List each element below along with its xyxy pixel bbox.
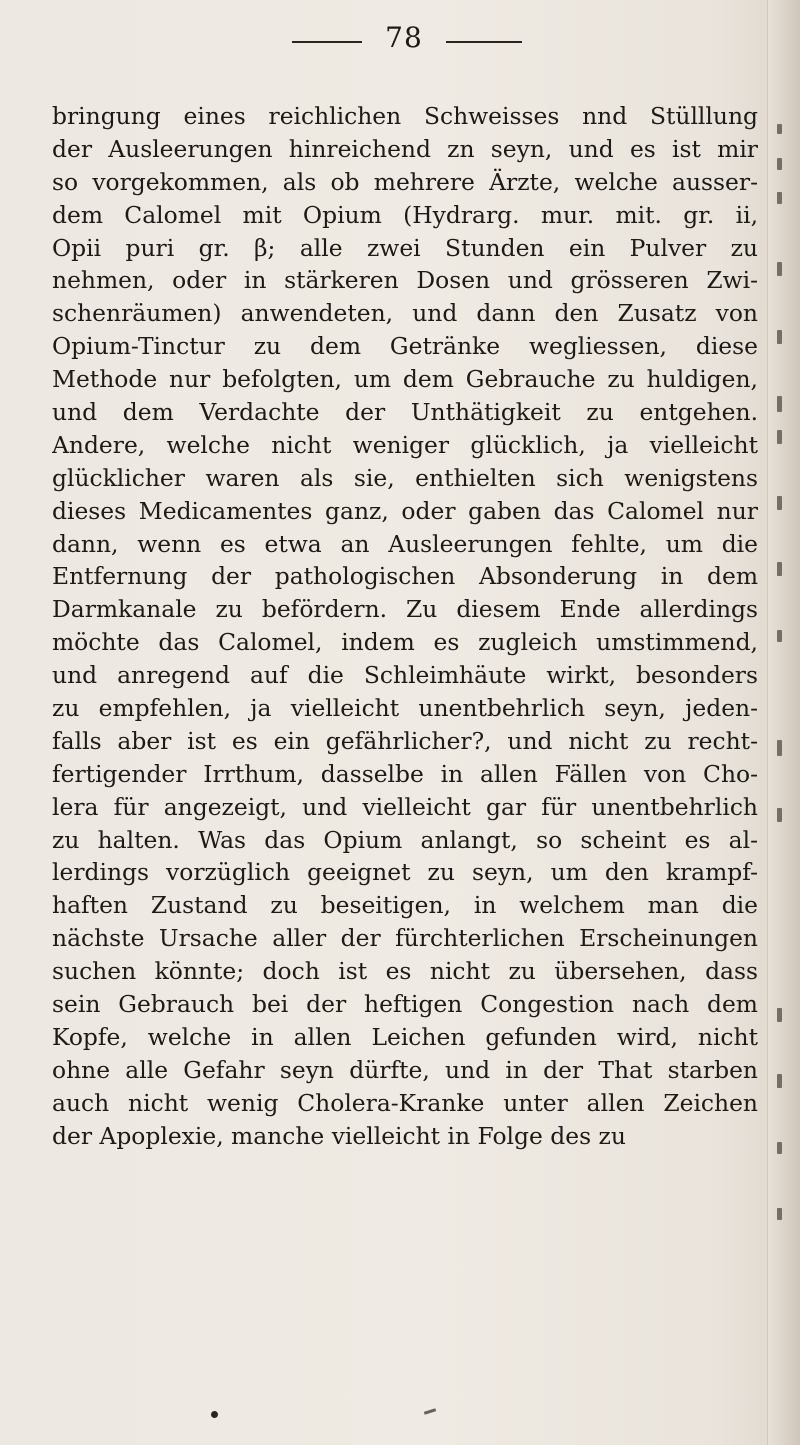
edge-mark [777, 562, 782, 576]
text-line: der Apoplexie, manche vielleicht in Folge des zu [52, 1121, 626, 1150]
edge-mark [777, 740, 782, 756]
edge-mark [777, 192, 782, 204]
edge-mark [777, 124, 782, 134]
text-line: der Ausleerungen hinreichend zn seyn, und es ist mir [52, 134, 758, 163]
edge-mark [777, 396, 782, 412]
text-line: zu halten. Was das Opium anlangt, so scheint es al- [52, 825, 758, 854]
text-line: lera für angezeigt, und vielleicht gar für unentbehrlich [52, 792, 758, 821]
text-line: Kopfe, welche in allen Leichen gefunden wird, nicht [52, 1022, 758, 1051]
text-line: auch nicht wenig Cholera-Kranke unter allen Zeichen [52, 1088, 758, 1117]
edge-mark [777, 1008, 782, 1022]
text-line: möchte das Calomel, indem es zugleich umstimmend, [52, 628, 758, 657]
text-line: nehmen, oder in stärkeren Dosen und grösseren Zwi- [52, 266, 758, 295]
edge-mark [777, 630, 782, 642]
text-line: glücklicher waren als sie, enthielten sich wenigstens [52, 463, 758, 492]
text-line: dann, wenn es etwa an Ausleerungen fehlte, um die [52, 529, 758, 558]
text-line: und dem Verdachte der Unthätigkeit zu entgehen. [52, 398, 758, 427]
page-header [0, 14, 800, 54]
edge-mark [777, 1074, 782, 1088]
edge-mark [777, 330, 782, 344]
text-line: ohne alle Gefahr seyn dürfte, und in der That starben [52, 1055, 758, 1084]
edge-mark [777, 262, 782, 276]
text-line: Entfernung der pathologischen Absonderung in dem [52, 562, 758, 591]
text-line: so vorgekommen, als ob mehrere Ärzte, welche ausser- [52, 167, 758, 196]
text-line: Opium-Tinctur zu dem Getränke wegliessen, diese [52, 332, 758, 361]
text-line: Darmkanale zu befördern. Zu diesem Ende allerdings [52, 595, 758, 624]
text-line: Andere, welche nicht weniger glücklich, ja vielleicht [52, 430, 758, 459]
text-line: dieses Medicamentes ganz, oder gaben das Calomel nur [52, 496, 758, 525]
text-line: und anregend auf die Schleimhäute wirkt, besonders [52, 661, 758, 690]
header-rule-right [446, 41, 522, 43]
header-rule-left [292, 41, 362, 43]
text-line: lerdings vorzüglich geeignet zu seyn, um den krampf- [52, 858, 758, 887]
text-line: sein Gebrauch bei der heftigen Congestion nach dem [52, 990, 758, 1019]
text-line: schenräumen) anwendeten, und dann den Zusatz von [52, 299, 758, 328]
ink-mark [424, 1408, 436, 1415]
edge-mark [777, 430, 782, 444]
edge-mark [777, 1142, 782, 1154]
edge-mark [777, 808, 782, 822]
text-line: Opii puri gr. β; alle zwei Stunden ein Pulver zu [52, 233, 758, 262]
ink-dot [211, 1411, 218, 1418]
text-line: zu empfehlen, ja vielleicht unentbehrlich seyn, jeden- [52, 694, 758, 723]
body-text [52, 100, 758, 1153]
text-line: fertigender Irrthum, dasselbe in allen Fällen von Cho- [52, 759, 758, 788]
text-line: suchen könnte; doch ist es nicht zu übersehen, dass [52, 957, 758, 986]
text-line: nächste Ursache aller der fürchterlichen Erscheinungen [52, 924, 758, 953]
edge-mark [777, 496, 782, 510]
edge-mark [777, 158, 782, 170]
facing-page-edge [767, 0, 800, 1445]
page-number: 78 [385, 21, 423, 54]
text-line: haften Zustand zu beseitigen, in welchem man die [52, 891, 758, 920]
text-line: falls aber ist es ein gefährlicher?, und nicht zu recht- [52, 726, 758, 755]
text-line: bringung eines reichlichen Schweisses nnd Stülllung [52, 102, 758, 130]
edge-mark [777, 1208, 782, 1220]
text-line: dem Calomel mit Opium (Hydrarg. mur. mit. gr. ii, [52, 200, 758, 229]
text-line: Methode nur befolgten, um dem Gebrauche zu huldigen, [52, 365, 758, 394]
